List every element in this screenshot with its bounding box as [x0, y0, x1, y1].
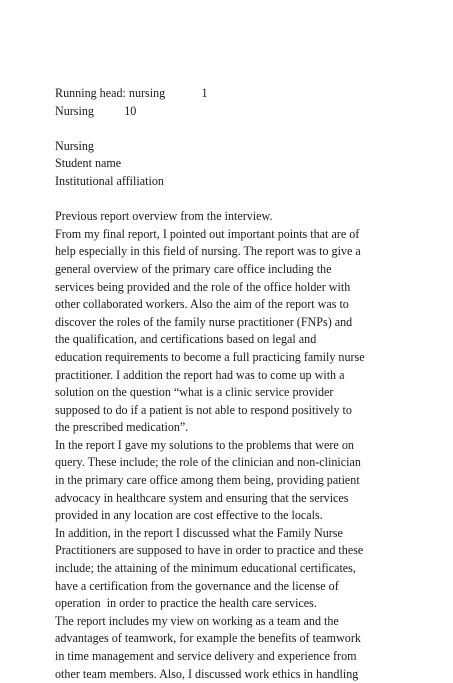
document-title: Nursing [55, 138, 94, 153]
running-head: Running head: nursing 1 [55, 86, 208, 100]
body-line: In addition, in the report I discussed what the Family Nurse [55, 525, 343, 540]
body-line: general overview of the primary care office including the [55, 261, 332, 276]
body-line: other team members. Also, I discussed work ethics in handling [55, 666, 359, 681]
institutional-affiliation: Institutional affiliation [55, 173, 164, 188]
student-name: Student name [55, 156, 122, 171]
body-line: provided in any location are cost effective to the locals. [55, 508, 323, 523]
body-line: Practitioners are supposed to have in order to practice and these [55, 543, 364, 558]
body-line: discover the roles of the family nurse practitioner (FNPs) and [55, 314, 353, 329]
short-title: Nursing 10 [55, 103, 137, 118]
spacer [55, 191, 435, 209]
body-line: Previous report overview from the interview. [55, 209, 273, 224]
body-line: solution on the question “what is a clinic service provider [55, 385, 334, 400]
body-line: include; the attaining of the minimum educational certificates, [55, 561, 356, 576]
body-line: education requirements to become a full practicing family nurse [55, 349, 365, 364]
body-line: practitioner. I addition the report had was to come up with a [55, 367, 345, 382]
body-line: services being provided and the role of the office holder with [55, 279, 351, 294]
body-line: supposed to do if a patient is not able to respond positively to [55, 402, 352, 417]
body-line: From my final report, I pointed out important points that are of [55, 226, 360, 241]
body-line: have a certification from the governance and the license of [55, 578, 339, 593]
body-line: the prescribed medication”. [55, 420, 189, 435]
body-line: other collaborated workers. Also the aim of the report was to [55, 297, 349, 312]
body-line: The report includes my view on working as a team and the [55, 613, 339, 628]
spacer [55, 120, 435, 138]
body-line: in time management and service delivery and experience from [55, 649, 357, 663]
body-line: advantages of teamwork, for example the benefits of teamwork [55, 631, 361, 646]
body-line: help especially in this field of nursing. The report was to give a [55, 244, 361, 259]
body-line: in the primary care office among them being, providing patient [55, 473, 360, 488]
body-line: query. These include; the role of the clinician and non-clinician [55, 455, 361, 470]
body-line: In the report I gave my solutions to the problems that were on [55, 437, 354, 452]
body-line: advocacy in healthcare system and ensuring that the services [55, 490, 349, 505]
body-text [55, 208, 435, 683]
body-line: operation in order to practice the health care services. [55, 596, 317, 611]
document-text [55, 85, 435, 683]
body-line: the qualification, and certifications based on legal and [55, 332, 317, 347]
